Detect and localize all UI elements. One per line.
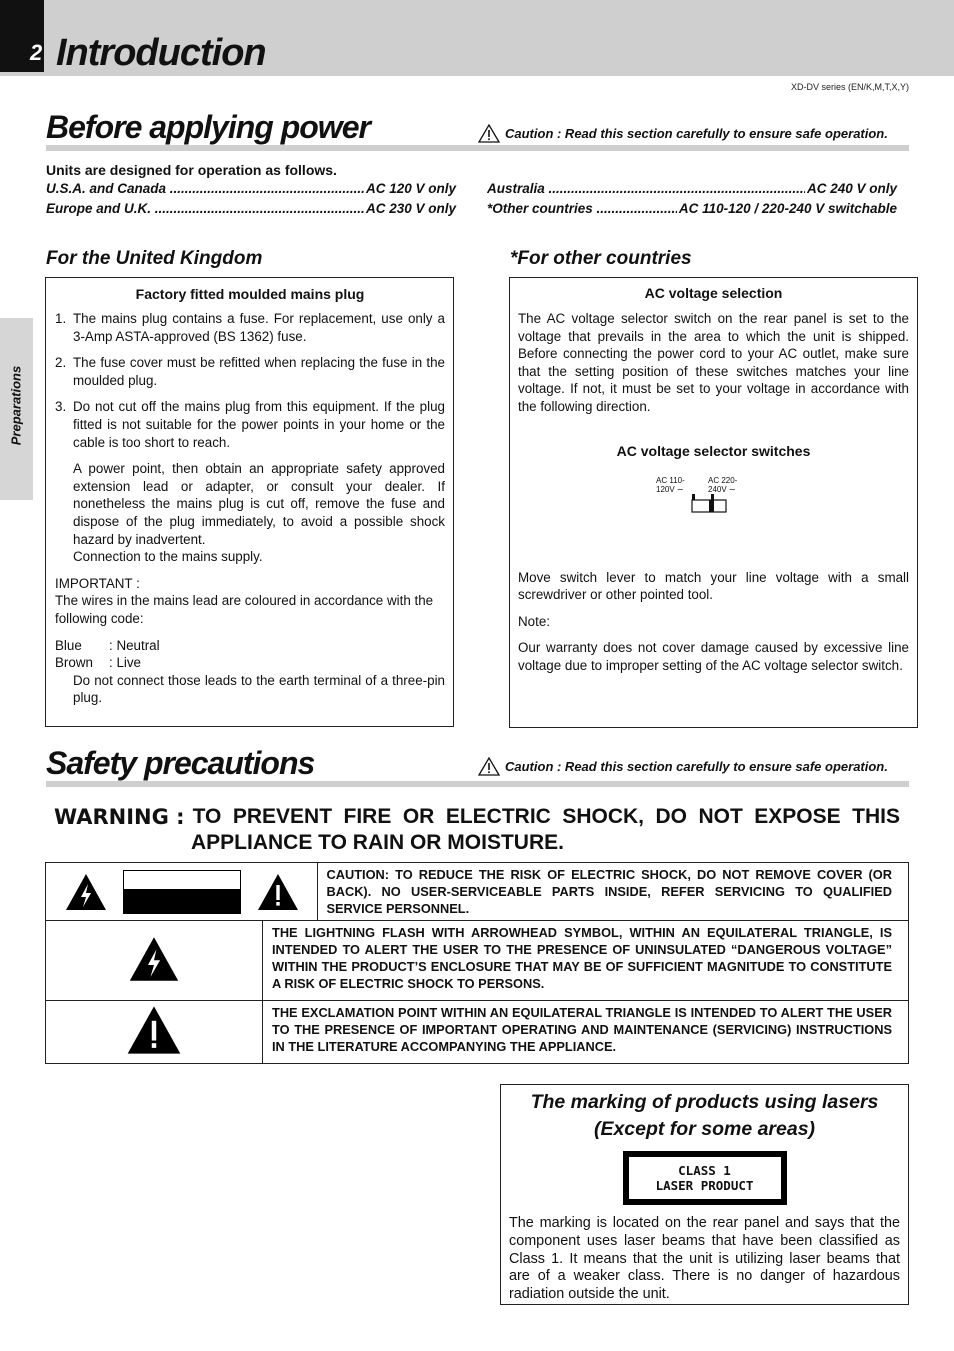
- power-rule: [46, 145, 909, 151]
- uk-brown-row: Brown : Live: [55, 655, 142, 671]
- switch-diagram: [518, 459, 909, 569]
- other-warranty: Our warranty does not cover damage caused by excessive line voltage due to improper setting of the AC voltage selector switch.: [518, 640, 909, 673]
- caution-banner: [123, 870, 241, 914]
- warning-line-1: WARNING : TO PREVENT FIRE OR ELECTRIC SHOCK, DO NOT EXPOSE THIS: [54, 805, 900, 829]
- exclamation-triangle-icon: [126, 1005, 182, 1055]
- unit-value: AC 120 V only: [365, 181, 456, 196]
- caution-triangle-icon: [478, 757, 500, 776]
- uk-blue-row: Blue : Neutral: [55, 637, 160, 653]
- lightning-symbol-cell: [46, 921, 263, 1001]
- uk-para: A power point, then obtain an appropriate safety approved extension lead or adapter, or consult your dealer. If nonetheless the mains plug is cut off, remove the fuse and dispose of the plug immediately, to avoid a possible shock hazard by inadvertent.: [73, 461, 445, 547]
- unit-row-europe: [46, 201, 456, 216]
- units-title: Units are designed for operation as follows.: [46, 162, 337, 178]
- uk-box-head: Factory fitted moulded mains plug: [135, 286, 365, 302]
- safety-symbol-table: [45, 862, 909, 1064]
- list-item: 1. The mains plug contains a fuse. For replacement, use only a 3-Amp ASTA-approved (BS 1362) fuse.: [55, 311, 445, 344]
- unit-value: AC 230 V only: [365, 201, 456, 216]
- uk-earth-note: Do not connect those leads to the earth terminal of a three-pin plug.: [73, 672, 445, 706]
- unit-row-australia: [487, 181, 897, 196]
- caution-triangle-icon: [478, 124, 500, 143]
- list-item: 2. The fuse cover must be refitted when replacing the fuse in the moulded plug.: [55, 355, 445, 388]
- voltage-switch-icon: [684, 493, 732, 517]
- safety-caution-text: Caution : Read this section carefully to ensure safe operation.: [505, 759, 888, 774]
- warning-line-2: APPLIANCE TO RAIN OR MOISTURE.: [191, 831, 564, 854]
- switch-head: AC voltage selector switches: [616, 442, 811, 459]
- cover-caution-cell: CAUTION: TO REDUCE THE RISK OF ELECTRIC SHOCK, DO NOT REMOVE COVER (OR BACK). NO USER-SERVICEABLE PARTS INSIDE, REFER SERVICING TO QUALIFIED SERVICE PERSONNEL.: [318, 863, 909, 921]
- unit-row-usa: [46, 181, 456, 196]
- power-caution-text: Caution : Read this section carefully to ensure safe operation.: [505, 126, 888, 141]
- unit-label: Australia .....: [487, 181, 805, 196]
- switch-right-label: AC 220- 240V ∼: [708, 475, 738, 494]
- unit-label: U.S.A. and Canada .....: [46, 181, 364, 196]
- uk-box-body: [55, 310, 445, 707]
- lightning-triangle-icon: [65, 873, 107, 911]
- page-number: 2: [30, 40, 43, 65]
- other-box: [509, 277, 918, 728]
- laser-text: The marking is located on the rear panel and says that the component uses laser beams that have been classified as Class 1. It means that the unit is utilizing laser beams that are of a weaker class. There is no danger of hazardous radiation outside the unit.: [509, 1215, 900, 1303]
- symbol-banner-cell: [46, 863, 318, 921]
- power-section-title: Before applying power: [46, 109, 370, 145]
- safety-section-title: Safety precautions: [46, 745, 315, 781]
- uk-connection: Connection to the mains supply.: [73, 549, 263, 565]
- laser-title-2: (Except for some areas): [593, 1118, 816, 1140]
- uk-plug-list: [55, 310, 445, 451]
- other-note-label: Note:: [518, 613, 551, 629]
- unit-label: *Other countries .....: [487, 201, 677, 216]
- uk-important: IMPORTANT :: [55, 575, 140, 591]
- unit-row-other: [487, 201, 897, 216]
- other-box-head: AC voltage selection: [644, 285, 783, 301]
- page-title: Introduction: [56, 32, 266, 74]
- laser-box: [500, 1084, 909, 1305]
- laser-class-label: CLASS 1 LASER PRODUCT: [623, 1151, 787, 1205]
- unit-value: AC 240 V only: [806, 181, 897, 196]
- other-title: *For other countries: [510, 248, 692, 269]
- uk-wires: The wires in the mains lead are coloured in accordance with the following code:: [55, 593, 434, 626]
- safety-caution: [478, 757, 888, 776]
- laser-title-1: The marking of products using lasers: [530, 1091, 879, 1113]
- ac-tilde-icon: ∼: [728, 484, 736, 494]
- list-item: 3. Do not cut off the mains plug from this equipment. If the plug fitted is not suitable for the power points in your home or the cable is too short to reach.: [55, 399, 445, 450]
- exclamation-triangle-icon: [257, 873, 299, 911]
- exclamation-text-cell: THE EXCLAMATION POINT WITHIN AN EQUILATERAL TRIANGLE IS INTENDED TO ALERT THE USER TO THE PRESENCE OF IMPORTANT OPERATING AND MAINTENANCE (SERVICING) INSTRUCTIONS IN THE LITERATURE ACCOMPANYING THE APPLIANCE.: [263, 1001, 909, 1064]
- lightning-triangle-icon: [128, 936, 180, 982]
- other-move: Move switch lever to match your line voltage with a small screwdriver or other pointed tool.: [518, 569, 909, 603]
- unit-value: AC 110-120 / 220-240 V switchable: [678, 201, 897, 216]
- side-tab-label: Preparations: [8, 365, 24, 446]
- lightning-text-cell: THE LIGHTNING FLASH WITH ARROWHEAD SYMBOL, WITHIN AN EQUILATERAL TRIANGLE, IS INTENDED TO ALERT THE USER TO THE PRESENCE OF UNINSULATED “DANGEROUS VOLTAGE” WITHIN THE PRODUCT’S ENCLOSURE THAT MAY BE OF SUFFICIENT MAGNITUDE TO CONSTITUTE A RISK OF ELECTRIC SHOCK TO PERSONS.: [263, 921, 909, 1001]
- uk-title: For the United Kingdom: [46, 248, 263, 269]
- model-code: XD-DV series (EN/K,M,T,X,Y): [790, 82, 909, 92]
- switch-left-label: AC 110- 120V ∼: [656, 475, 685, 494]
- ac-tilde-icon: ∼: [676, 484, 684, 494]
- warning-statement: [54, 804, 900, 856]
- exclamation-symbol-cell: [46, 1001, 263, 1064]
- uk-box: [45, 277, 454, 727]
- unit-label: Europe and U.K. .....: [46, 201, 364, 216]
- power-caution: [478, 124, 888, 143]
- other-text: The AC voltage selector switch on the rear panel is set to the voltage that prevails in the area to which the unit is shipped. Before connecting the power cord to your AC outlet, make sure that the setting position of these switches matches your line voltage. If not, it must be set to your voltage in accordance with the following direction.: [518, 311, 909, 414]
- safety-rule: [46, 781, 909, 787]
